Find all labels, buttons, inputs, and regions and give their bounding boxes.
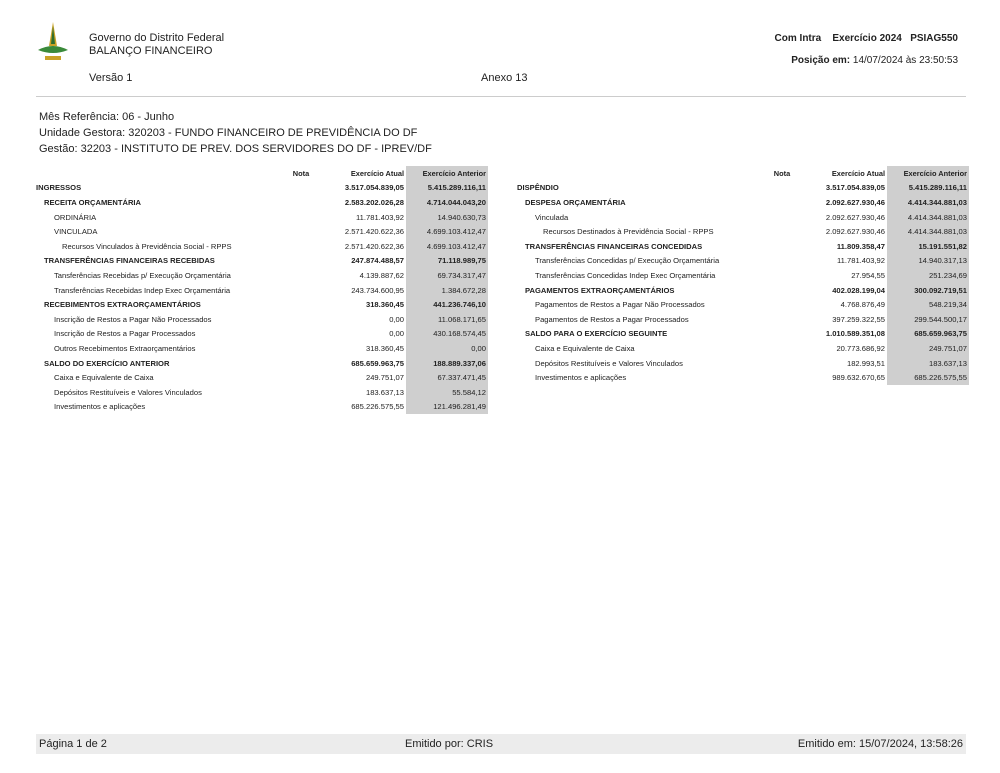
row-label: Investimentos e aplicações	[54, 402, 146, 412]
row-nota	[767, 356, 797, 371]
posicao-value: 14/07/2024 às 23:50:53	[852, 55, 958, 66]
row-exercicio-atual: 247.874.488,57	[351, 256, 404, 266]
row-label: Tansferências Recebidas p/ Execução Orçamentária	[54, 270, 231, 280]
com-intra-label: Com Intra	[774, 33, 822, 44]
org-name: Governo do Distrito Federal	[89, 32, 225, 44]
row-nota	[767, 341, 797, 356]
report-meta	[775, 28, 958, 72]
row-nota	[286, 181, 316, 196]
row-exercicio-anterior: 685.659.963,75	[887, 327, 969, 342]
row-exercicio-anterior: 188.889.337,06	[406, 356, 488, 371]
exercicio-atual-header: Exercício Atual	[831, 168, 885, 178]
nota-header: Nota	[292, 168, 310, 178]
row-label: Depósitos Restituíveis e Valores Vinculados	[535, 358, 683, 368]
table-row	[36, 341, 488, 356]
row-nota	[286, 356, 316, 371]
row-label: SALDO PARA O EXERCÍCIO SEGUINTE	[525, 329, 668, 339]
row-nota	[286, 283, 316, 298]
table-row	[36, 239, 488, 254]
row-exercicio-atual: 2.092.627.930,46	[825, 212, 885, 222]
row-label: Caixa e Equivalente de Caixa	[535, 343, 635, 353]
row-exercicio-atual: 0,00	[389, 314, 404, 324]
row-exercicio-anterior: 4.699.103.412,47	[406, 239, 488, 254]
row-nota	[286, 268, 316, 283]
row-exercicio-anterior: 55.584,12	[406, 385, 488, 400]
row-nota	[767, 312, 797, 327]
row-label: Pagamentos de Restos a Pagar Processados	[535, 314, 689, 324]
row-nota	[286, 312, 316, 327]
unidade-gestora: Unidade Gestora: 320203 - FUNDO FINANCEIRO DE PREVIDÊNCIA DO DF	[39, 127, 418, 139]
row-exercicio-anterior: 441.236.746,10	[406, 297, 488, 312]
row-nota	[286, 370, 316, 385]
row-label: RECEBIMENTOS EXTRAORÇAMENTÁRIOS	[44, 300, 201, 310]
row-exercicio-anterior: 4.414.344.881,03	[887, 224, 969, 239]
row-exercicio-atual: 4.139.887,62	[359, 270, 404, 280]
row-nota	[767, 195, 797, 210]
table-row	[36, 181, 488, 196]
row-exercicio-atual: 11.809.358,47	[836, 241, 885, 251]
row-nota	[767, 283, 797, 298]
report-code: PSIAG550	[910, 33, 958, 44]
row-exercicio-anterior: 5.415.289.116,11	[406, 181, 488, 196]
row-exercicio-atual: 2.583.202.026,28	[344, 197, 404, 207]
row-label: Outros Recebimentos Extraorçamentários	[54, 343, 196, 353]
row-nota	[286, 400, 316, 415]
row-nota	[286, 297, 316, 312]
report-info	[39, 109, 432, 157]
row-exercicio-atual: 318.360,45	[365, 343, 404, 353]
mes-referencia: Mês Referência: 06 - Junho	[39, 111, 175, 123]
row-exercicio-atual: 0,00	[389, 329, 404, 339]
row-label: Inscrição de Restos a Pagar Não Processados	[54, 314, 212, 324]
table-row	[517, 268, 969, 283]
dispendio-table	[517, 166, 969, 385]
row-label: TRANSFERÊNCIAS FINANCEIRAS RECEBIDAS	[44, 256, 215, 266]
exercicio-anterior-header: Exercício Anterior	[887, 166, 969, 181]
row-exercicio-atual: 243.734.600,95	[351, 285, 404, 295]
row-label: RECEITA ORÇAMENTÁRIA	[44, 197, 142, 207]
table-row	[517, 370, 969, 385]
row-exercicio-anterior: 121.496.281,49	[406, 400, 488, 415]
row-nota	[767, 254, 797, 269]
annex-label: Anexo 13	[481, 72, 528, 84]
row-label: INGRESSOS	[36, 183, 82, 193]
table-row	[517, 239, 969, 254]
table-row	[517, 283, 969, 298]
table-row	[36, 356, 488, 371]
row-label: Depósitos Restituíveis e Valores Vinculados	[54, 387, 202, 397]
row-exercicio-anterior: 548.219,34	[887, 297, 969, 312]
row-nota	[286, 341, 316, 356]
row-exercicio-anterior: 4.714.044.043,20	[406, 195, 488, 210]
row-exercicio-anterior: 14.940.630,73	[406, 210, 488, 225]
row-exercicio-atual: 1.010.589.351,08	[825, 329, 885, 339]
row-label: ORDINÁRIA	[54, 212, 97, 222]
table-row	[36, 327, 488, 342]
table-row	[36, 224, 488, 239]
row-exercicio-anterior: 4.414.344.881,03	[887, 210, 969, 225]
row-exercicio-anterior: 71.118.989,75	[406, 254, 488, 269]
row-exercicio-atual: 2.571.420.622,36	[344, 241, 404, 251]
row-label: Inscrição de Restos a Pagar Processados	[54, 329, 196, 339]
table-row	[36, 283, 488, 298]
table-row	[36, 195, 488, 210]
table-header-row	[517, 166, 969, 181]
table-row	[517, 356, 969, 371]
row-exercicio-atual: 402.028.199,04	[832, 285, 885, 295]
row-exercicio-atual: 318.360,45	[365, 300, 404, 310]
emitido-em: Emitido em: 15/07/2024, 13:58:26	[797, 738, 963, 750]
posicao-label: Posição em:	[791, 55, 851, 66]
report-title: BALANÇO FINANCEIRO	[89, 45, 213, 57]
row-nota	[767, 327, 797, 342]
row-exercicio-atual: 249.751,07	[365, 373, 404, 383]
row-label: SALDO DO EXERCÍCIO ANTERIOR	[44, 358, 170, 368]
row-exercicio-atual: 2.092.627.930,46	[825, 227, 885, 237]
row-nota	[767, 297, 797, 312]
row-nota	[286, 210, 316, 225]
row-label: TRANSFERÊNCIAS FINANCEIRAS CONCEDIDAS	[525, 241, 703, 251]
row-nota	[286, 224, 316, 239]
table-row	[36, 210, 488, 225]
exercicio-label: Exercício 2024	[832, 33, 902, 44]
row-exercicio-anterior: 67.337.471,45	[406, 370, 488, 385]
table-row	[36, 385, 488, 400]
row-label: Pagamentos de Restos a Pagar Não Processados	[535, 300, 705, 310]
row-nota	[286, 254, 316, 269]
exercicio-atual-header: Exercício Atual	[350, 168, 404, 178]
row-label: DESPESA ORÇAMENTÁRIA	[525, 197, 626, 207]
row-label: Caixa e Equivalente de Caixa	[54, 373, 154, 383]
row-exercicio-atual: 2.092.627.930,46	[825, 197, 885, 207]
row-label: DISPÊNDIO	[517, 183, 559, 193]
table-header-row	[36, 166, 488, 181]
ingressos-table	[36, 166, 488, 414]
table-row	[517, 254, 969, 269]
report-footer	[36, 734, 966, 754]
row-exercicio-anterior: 430.168.574,45	[406, 327, 488, 342]
row-label: Vinculada	[535, 212, 569, 222]
row-exercicio-anterior: 4.699.103.412,47	[406, 224, 488, 239]
table-row	[36, 268, 488, 283]
row-nota	[767, 370, 797, 385]
row-exercicio-anterior: 69.734.317,47	[406, 268, 488, 283]
table-row	[36, 297, 488, 312]
row-exercicio-atual: 397.259.322,55	[832, 314, 885, 324]
row-label: Transferências Concedidas p/ Execução Orçamentária	[535, 256, 720, 266]
table-row	[517, 195, 969, 210]
row-nota	[286, 239, 316, 254]
report-header	[0, 0, 1000, 100]
row-label: Transferências Concedidas Indep Exec Orçamentária	[535, 270, 716, 280]
row-exercicio-atual: 989.632.670,65	[832, 373, 885, 383]
row-label: Investimentos e aplicações	[535, 373, 627, 383]
table-row	[517, 224, 969, 239]
table-row	[517, 327, 969, 342]
row-exercicio-anterior: 299.544.500,17	[887, 312, 969, 327]
row-exercicio-anterior: 14.940.317,13	[887, 254, 969, 269]
row-exercicio-atual: 27.954,55	[851, 270, 885, 280]
table-row	[36, 400, 488, 415]
row-exercicio-anterior: 183.637,13	[887, 356, 969, 371]
row-exercicio-anterior: 249.751,07	[887, 341, 969, 356]
table-row	[36, 312, 488, 327]
table-row	[36, 254, 488, 269]
row-nota	[767, 181, 797, 196]
gdf-logo-icon	[36, 20, 70, 64]
nota-header: Nota	[773, 168, 791, 178]
gestao: Gestão: 32203 - INSTITUTO DE PREV. DOS SERVIDORES DO DF - IPREV/DF	[39, 143, 432, 155]
table-row	[517, 181, 969, 196]
row-nota	[767, 239, 797, 254]
table-row	[517, 210, 969, 225]
table-row	[517, 312, 969, 327]
row-nota	[767, 268, 797, 283]
row-exercicio-anterior: 5.415.289.116,11	[887, 181, 969, 196]
row-nota	[286, 385, 316, 400]
row-exercicio-anterior: 1.384.672,28	[406, 283, 488, 298]
exercicio-anterior-header: Exercício Anterior	[406, 166, 488, 181]
table-row	[517, 341, 969, 356]
row-exercicio-anterior: 251.234,69	[887, 268, 969, 283]
row-nota	[767, 210, 797, 225]
page-number: Página 1 de 2	[39, 738, 107, 750]
row-exercicio-anterior: 0,00	[406, 341, 488, 356]
emitido-por: Emitido por: CRIS	[405, 738, 494, 750]
row-exercicio-atual: 4.768.876,49	[840, 300, 885, 310]
row-exercicio-anterior: 4.414.344.881,03	[887, 195, 969, 210]
row-exercicio-anterior: 11.068.171,65	[406, 312, 488, 327]
header-divider	[36, 96, 966, 97]
row-exercicio-atual: 11.781.403,92	[356, 212, 404, 222]
row-exercicio-atual: 685.659.963,75	[351, 358, 404, 368]
row-exercicio-atual: 3.517.054.839,05	[825, 183, 885, 193]
row-nota	[286, 327, 316, 342]
row-exercicio-atual: 183.637,13	[365, 387, 404, 397]
row-exercicio-atual: 2.571.420.622,36	[344, 227, 404, 237]
row-exercicio-anterior: 15.191.551,82	[887, 239, 969, 254]
row-label: Recursos Destinados à Previdência Social - RPPS	[543, 227, 714, 237]
row-label: PAGAMENTOS EXTRAORÇAMENTÁRIOS	[525, 285, 675, 295]
table-row	[517, 297, 969, 312]
row-exercicio-atual: 20.773.686,92	[836, 343, 885, 353]
row-exercicio-atual: 685.226.575,55	[351, 402, 404, 412]
row-exercicio-atual: 182.993,51	[846, 358, 885, 368]
row-nota	[767, 224, 797, 239]
org-block	[89, 32, 224, 58]
table-row	[36, 370, 488, 385]
row-exercicio-anterior: 685.226.575,55	[887, 370, 969, 385]
row-exercicio-atual: 3.517.054.839,05	[344, 183, 404, 193]
row-nota	[286, 195, 316, 210]
row-label: Recursos Vinculados à Previdência Social - RPPS	[62, 241, 232, 251]
row-label: Transferências Recebidas Indep Exec Orçamentária	[54, 285, 231, 295]
row-exercicio-atual: 11.781.403,92	[837, 256, 885, 266]
version-label: Versão 1	[89, 72, 133, 84]
row-exercicio-anterior: 300.092.719,51	[887, 283, 969, 298]
row-label: VINCULADA	[54, 227, 98, 237]
